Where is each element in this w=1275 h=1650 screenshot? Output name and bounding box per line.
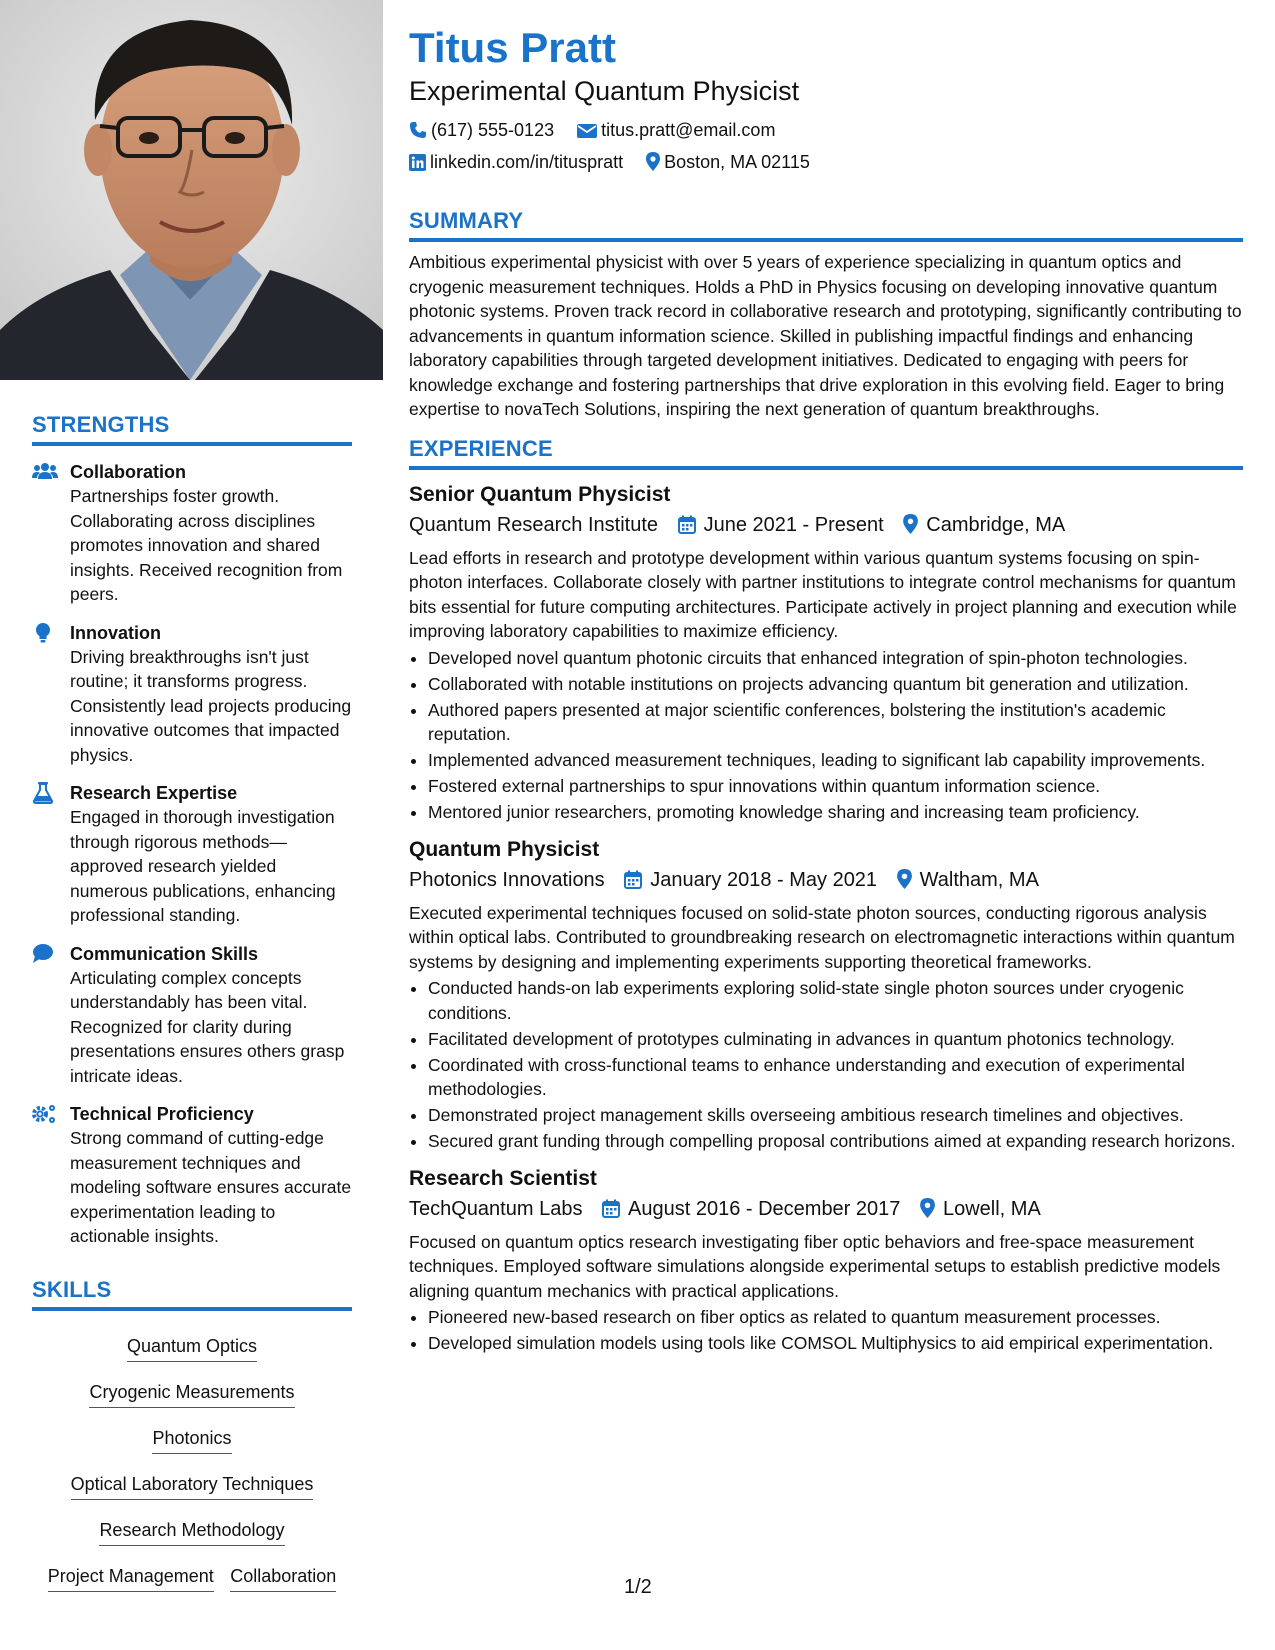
contact-info	[409, 114, 1243, 178]
candidate-name: Titus Pratt	[409, 24, 616, 71]
strength-description: Strong command of cutting-edge measurement techniques and modeling software ensures accurate experimentation leading to actionable insights.	[70, 1128, 352, 1246]
job-description: Focused on quantum optics research investigating fiber optic behaviors and free-space measurement techniques. Employed software simulations alongside experimental setups to establish predictive models aligning quantum mechanics with practical applications.	[409, 1231, 1221, 1301]
job-company: Photonics Innovations	[409, 868, 605, 891]
strength-title: Research Expertise	[70, 783, 238, 803]
linkedin-text: linkedin.com/in/tituspratt	[430, 152, 624, 172]
job-entry	[409, 835, 1243, 1154]
strength-item	[32, 460, 352, 607]
skill-tag: Quantum Optics	[127, 1334, 257, 1362]
skill-tag: Collaboration	[230, 1564, 336, 1592]
job-title: Quantum Physicist	[409, 837, 600, 861]
achievement-item: • Implemented advanced measurement techniques, leading to significant lab capability improvements.	[428, 748, 1243, 773]
job-dates: August 2016 - December 2017	[628, 1197, 901, 1220]
users-icon	[32, 461, 58, 483]
achievement-item: • Collaborated with notable institutions on projects advancing quantum bit generation and utilization.	[428, 672, 1243, 697]
achievement-item: • Developed novel quantum photonic circuits that enhanced integration of spin-photon technologies.	[428, 646, 1243, 671]
skills-list	[32, 1323, 352, 1599]
strength-item	[32, 1102, 352, 1249]
skill-tag: Research Methodology	[99, 1518, 284, 1546]
job-location: Waltham, MA	[919, 868, 1039, 891]
summary-section	[409, 208, 1243, 422]
summary-text: Ambitious experimental physicist with over 5 years of experience specializing in quantum optics and cryogenic measurement techniques. Holds a PhD in Physics focusing on developing innovative quantum photonic systems. Proven track record in collaborative research and prototyping, significantly contributing to advancements in quantum information science. Skilled in publishing impactful findings and enhancing laboratory capabilities through targeted development initiatives. Dedicated to engaging with peers for knowledge exchange and fostering partnerships that drive exploration in this evolving field. Eager to bring expertise to novaTech Solutions, inspiring the next generation of quantum breakthroughs.	[409, 252, 1242, 419]
location-text: Boston, MA 02115	[664, 152, 810, 172]
strength-item	[32, 942, 352, 1089]
job-entry	[409, 1164, 1243, 1356]
email-icon	[577, 123, 597, 139]
job-meta	[409, 865, 1243, 895]
flask-icon	[32, 782, 58, 804]
job-dates: January 2018 - May 2021	[650, 868, 878, 891]
achievement-item: • Secured grant funding through compelling proposal contributions aimed at expanding research horizons.	[428, 1129, 1243, 1154]
chat-icon	[32, 943, 58, 965]
experience-heading: EXPERIENCE	[409, 436, 1243, 470]
job-company: Quantum Research Institute	[409, 513, 659, 536]
strength-description: Partnerships foster growth. Collaborating across disciplines promotes innovation and shared insights. Received recognition from peers.	[70, 486, 343, 604]
summary-heading: SUMMARY	[409, 208, 1243, 242]
phone-icon	[409, 121, 427, 139]
strength-description: Engaged in thorough investigation through rigorous methods—approved research yielded numerous publications, enhancing professional standing.	[70, 807, 336, 925]
job-location: Cambridge, MA	[926, 513, 1066, 536]
linkedin-contact[interactable]	[409, 146, 623, 178]
job-meta	[409, 510, 1243, 540]
map-pin-icon	[903, 514, 918, 534]
job-dates: June 2021 - Present	[703, 513, 884, 536]
job-title: Senior Quantum Physicist	[409, 482, 671, 506]
strength-description: Articulating complex concepts understandably has been vital. Recognized for clarity during presentations ensures others grasp intricate ideas.	[70, 967, 345, 1086]
phone-text: (617) 555-0123	[431, 120, 555, 140]
email-text: titus.pratt@email.com	[601, 120, 776, 140]
achievement-item: • Fostered external partnerships to spur innovations within quantum information science.	[428, 774, 1243, 799]
achievement-item: • Pioneered new-based research on fiber optics as related to quantum measurement processes.	[428, 1305, 1243, 1330]
achievement-item: • Demonstrated project management skills overseeing ambitious research timelines and objectives.	[428, 1103, 1243, 1128]
strength-title: Collaboration	[70, 462, 186, 482]
job-achievements	[409, 976, 1243, 1154]
job-entry	[409, 480, 1243, 825]
strength-title: Communication Skills	[70, 943, 259, 964]
location-contact	[646, 146, 810, 178]
achievement-item: • Coordinated with cross-functional teams to enhance understanding and execution of experimental methodologies.	[428, 1053, 1243, 1102]
calendar-icon	[602, 1199, 620, 1218]
achievement-item: • Authored papers presented at major scientific conferences, bolstering the institution's academic reputation.	[428, 698, 1243, 747]
page-number: 1/2	[624, 1576, 652, 1598]
strengths-heading: STRENGTHS	[32, 412, 352, 446]
job-location: Lowell, MA	[942, 1197, 1041, 1220]
map-pin-icon	[897, 869, 912, 889]
achievement-item: • Facilitated development of prototypes culminating in advances in quantum photonics technology.	[428, 1027, 1243, 1052]
job-company: TechQuantum Labs	[409, 1197, 583, 1220]
gears-icon	[32, 1103, 58, 1125]
email-contact[interactable]	[577, 114, 775, 146]
strength-item	[32, 781, 352, 928]
linkedin-icon	[409, 154, 426, 171]
strength-item	[32, 621, 352, 768]
skill-tag: Photonics	[152, 1426, 231, 1454]
calendar-icon	[624, 870, 642, 889]
skill-tag: Optical Laboratory Techniques	[71, 1472, 314, 1500]
strength-description: Driving breakthroughs isn't just routine; it transforms progress. Consistently lead projects producing innovative outcomes that impacted physics.	[70, 646, 352, 765]
map-pin-icon	[920, 1198, 935, 1218]
job-achievements	[409, 1305, 1243, 1356]
job-description: Executed experimental techniques focused on solid-state photon sources, conducting rigorous analysis within optical labs. Contributed to groundbreaking research on electromagnetic interactions within quantum systems by designing and implementing experiments supporting theoretical frameworks.	[409, 902, 1235, 972]
strength-title: Technical Proficiency	[70, 1104, 254, 1124]
job-title: Research Scientist	[409, 1166, 597, 1190]
right-column	[409, 22, 1243, 1357]
job-meta	[409, 1194, 1243, 1224]
experience-section	[409, 436, 1243, 1356]
strength-title: Innovation	[70, 622, 161, 643]
achievement-item: • Developed simulation models using tools like COMSOL Multiphysics to aid empirical experimentation.	[428, 1331, 1243, 1356]
skill-tag: Cryogenic Measurements	[89, 1380, 294, 1408]
calendar-icon	[678, 515, 696, 534]
profile-photo	[0, 0, 383, 380]
phone-contact[interactable]	[409, 114, 554, 146]
skills-heading: SKILLS	[32, 1277, 352, 1311]
left-column	[0, 0, 383, 1650]
lightbulb-icon	[32, 622, 58, 644]
job-description: Lead efforts in research and prototype development within various quantum systems focusing on spin-photon interfaces. Collaborate closely with partner institutions to integrate control mechanisms for quantum bits essential for future computing architectures. Participate actively in project planning and execution while improving laboratory capabilities to maximize efficiency.	[409, 547, 1237, 641]
job-achievements	[409, 646, 1243, 825]
candidate-role: Experimental Quantum Physicist	[409, 76, 800, 106]
achievement-item: • Conducted hands-on lab experiments exploring solid-state single photon sources under cryogenic conditions.	[428, 976, 1243, 1025]
map-pin-icon	[646, 152, 660, 171]
skill-tag: Project Management	[48, 1564, 214, 1592]
achievement-item: • Mentored junior researchers, promoting knowledge sharing and increasing team proficiency.	[428, 800, 1243, 825]
